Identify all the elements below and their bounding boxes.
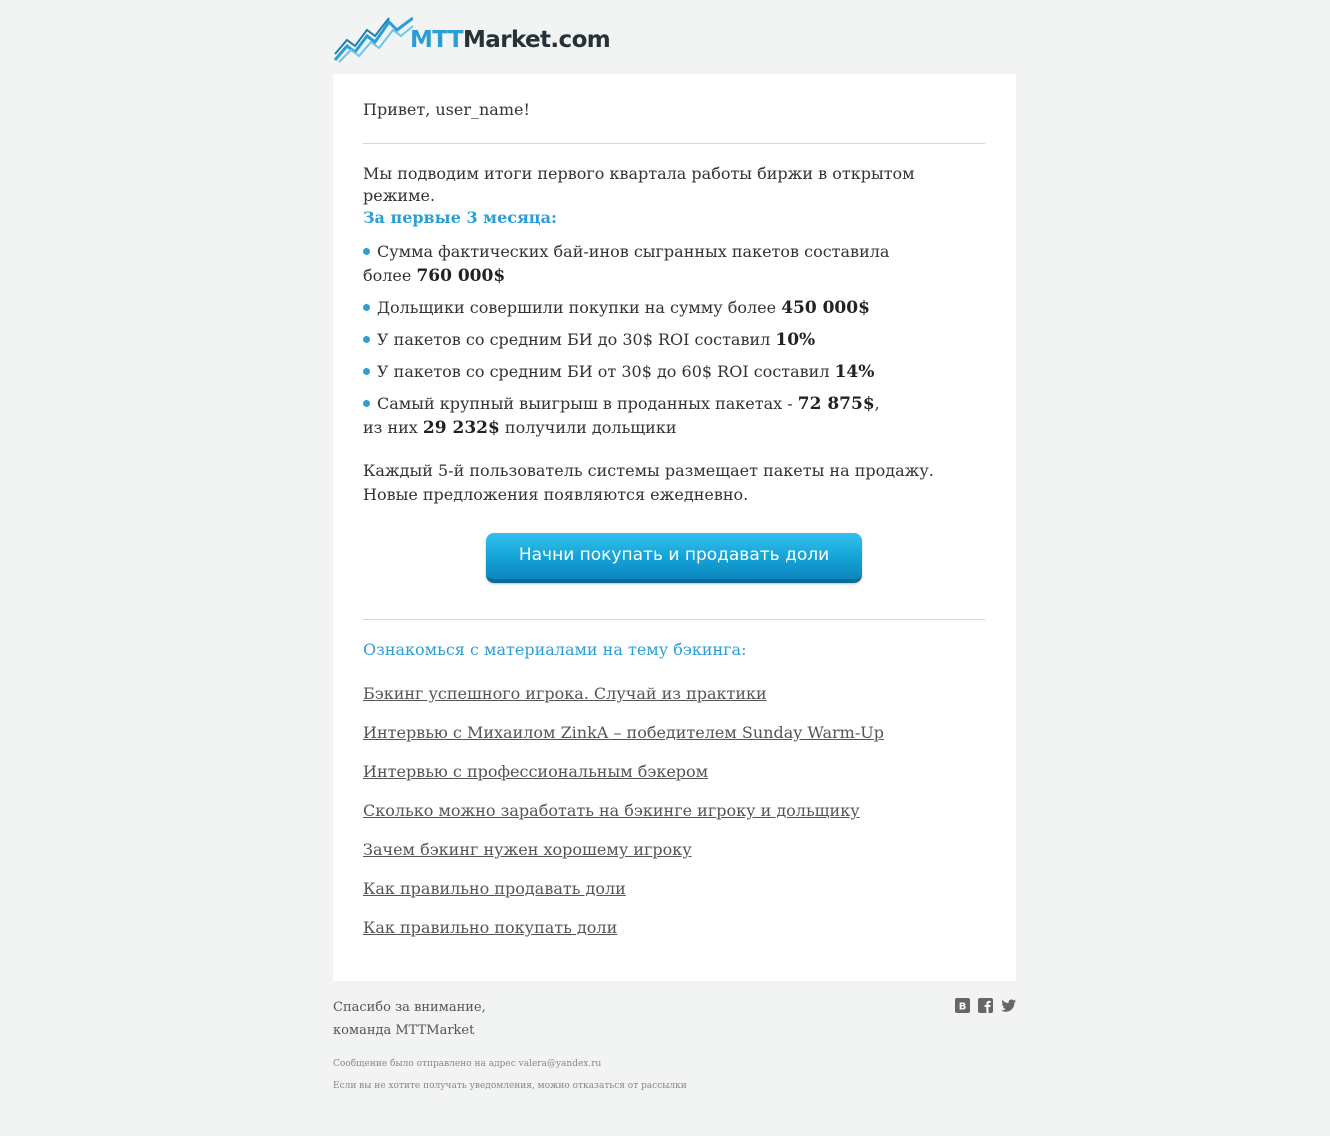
bullet-icon <box>363 336 370 343</box>
stat-text: Дольщики совершили покупки на сумму более <box>377 298 782 317</box>
list-item <box>363 761 985 800</box>
twitter-icon[interactable] <box>1001 998 1016 1013</box>
svg-text:B: B <box>958 1001 967 1013</box>
bullet-icon <box>363 368 370 375</box>
thanks-line: Спасибо за внимание, <box>333 1000 486 1015</box>
stat-text: получили дольщики <box>499 418 677 437</box>
stat-value: 10% <box>775 330 816 350</box>
list-item <box>363 392 985 440</box>
list-item <box>363 878 985 917</box>
team-line: команда MTTMarket <box>333 1023 475 1038</box>
article-link[interactable]: Сколько можно заработать на бэкинге игроку и дольщику <box>363 801 860 820</box>
stat-text: из них <box>363 418 423 437</box>
stats-list <box>363 240 985 448</box>
stat-value: 760 000$ <box>416 266 506 286</box>
logo-suffix: Market.com <box>463 27 611 53</box>
stat-text: Сумма фактических бай-инов сыгранных пакетов составила <box>377 242 890 261</box>
facebook-icon[interactable] <box>978 998 993 1013</box>
article-link[interactable]: Интервью с профессиональным бэкером <box>363 762 709 781</box>
divider <box>363 143 985 144</box>
article-link[interactable]: Зачем бэкинг нужен хорошему игроку <box>363 840 692 859</box>
sent-to-note: Сообщение было отправлено на адрес valera@yandex.ru <box>333 1059 602 1069</box>
stat-text: Самый крупный выигрыш в проданных пакетах - <box>377 394 798 413</box>
social-links <box>955 998 1016 1013</box>
article-link[interactable]: Как правильно продавать доли <box>363 879 626 898</box>
greeting: Привет, user_name! <box>363 100 530 119</box>
signature <box>333 996 486 1042</box>
list-item <box>363 296 985 320</box>
list-item <box>363 240 985 288</box>
list-item <box>363 328 985 352</box>
list-item <box>363 360 985 384</box>
list-item <box>363 917 985 956</box>
bullet-icon <box>363 248 370 255</box>
logo[interactable] <box>333 16 611 64</box>
logo-prefix: MTT <box>410 27 463 53</box>
bullet-icon <box>363 400 370 407</box>
divider <box>363 619 985 620</box>
logo-chart-icon <box>333 16 413 64</box>
stat-value: 72 875$ <box>797 394 875 414</box>
email-card <box>333 74 1016 981</box>
list-item <box>363 800 985 839</box>
list-item <box>363 839 985 878</box>
start-trading-button[interactable]: Начни покупать и продавать доли <box>486 533 862 583</box>
bullet-icon <box>363 304 370 311</box>
stat-value: 450 000$ <box>781 298 870 318</box>
stat-text: У пакетов со средним БИ от 30$ до 60$ ROI составил <box>377 362 835 381</box>
materials-heading: Ознакомься с материалами на тему бэкинга: <box>363 640 747 659</box>
list-item <box>363 722 985 761</box>
stats-heading: За первые 3 месяца: <box>363 208 557 227</box>
intro-text: Мы подводим итоги первого квартала работы биржи в открытом режиме. <box>363 164 915 205</box>
stat-text: У пакетов со средним БИ до 30$ ROI составил <box>377 330 776 349</box>
info-paragraph: Каждый 5-й пользователь системы размещает пакеты на продажу. Новые предложения появляются ежедневно. <box>363 461 934 504</box>
materials-links <box>363 683 985 956</box>
stat-text: более <box>363 266 417 285</box>
article-link[interactable]: Как правильно покупать доли <box>363 918 618 937</box>
stat-value: 14% <box>834 362 875 382</box>
vk-icon[interactable] <box>955 998 970 1013</box>
unsubscribe-link[interactable]: Если вы не хотите получать уведомления, можно отказаться от рассылки <box>333 1081 687 1091</box>
article-link[interactable]: Интервью с Михаилом ZinkA – победителем Sunday Warm-Up <box>363 723 884 742</box>
article-link[interactable]: Бэкинг успешного игрока. Случай из практики <box>363 684 767 703</box>
logo-text <box>410 27 610 53</box>
stat-text: , <box>874 394 880 413</box>
list-item <box>363 683 985 722</box>
stat-value: 29 232$ <box>422 418 500 438</box>
